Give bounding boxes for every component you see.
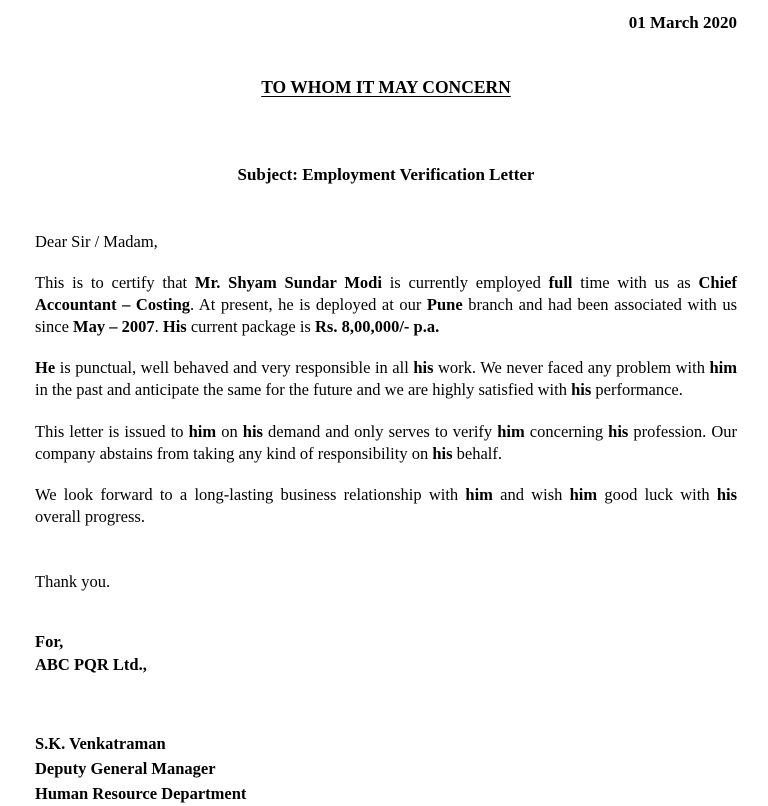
signatory-name: S.K. Venkatraman bbox=[35, 734, 166, 754]
letter-heading bbox=[35, 77, 737, 98]
body-paragraph-purpose: This letter is issued to him on his demand and only serves to verify him concerning his profession. Our company abstains from taking any kind of responsibility on his behalf. bbox=[35, 421, 738, 463]
letter-date: 01 March 2020 bbox=[628, 13, 737, 32]
body-paragraph-conduct: He is punctual, well behaved and very responsible in all his work. We never faced any problem with him in the past and anticipate the same for the future and we are highly satisfied with his performance. bbox=[35, 358, 737, 400]
signatory-department: Human Resource Department bbox=[35, 783, 247, 803]
letter-heading-text: TO WHOM IT MAY CONCERN bbox=[261, 77, 511, 97]
signature-for-line: For, bbox=[35, 631, 64, 651]
body-paragraph-employment: This is to certify that Mr. Shyam Sundar Modi is currently employed full time with us as Chief Accountant – Costing. At present, he is deployed at our Pune branch and had been associated with us since May – 2007. His current package is Rs. 8,00,000/- p.a. bbox=[35, 273, 737, 336]
salutation: Dear Sir / Madam, bbox=[35, 232, 158, 251]
signatory-title: Deputy General Manager bbox=[35, 758, 216, 778]
signatory-block bbox=[35, 732, 737, 806]
body-paragraph-closing: We look forward to a long-lasting business relationship with him and wish him good luck with his overall progress. bbox=[35, 485, 737, 527]
signature-company: ABC PQR Ltd., bbox=[35, 654, 147, 674]
subject-line: Subject: Employment Verification Letter bbox=[237, 165, 535, 184]
signature-for-block bbox=[35, 630, 737, 676]
thank-you-text: Thank you. bbox=[35, 571, 111, 591]
